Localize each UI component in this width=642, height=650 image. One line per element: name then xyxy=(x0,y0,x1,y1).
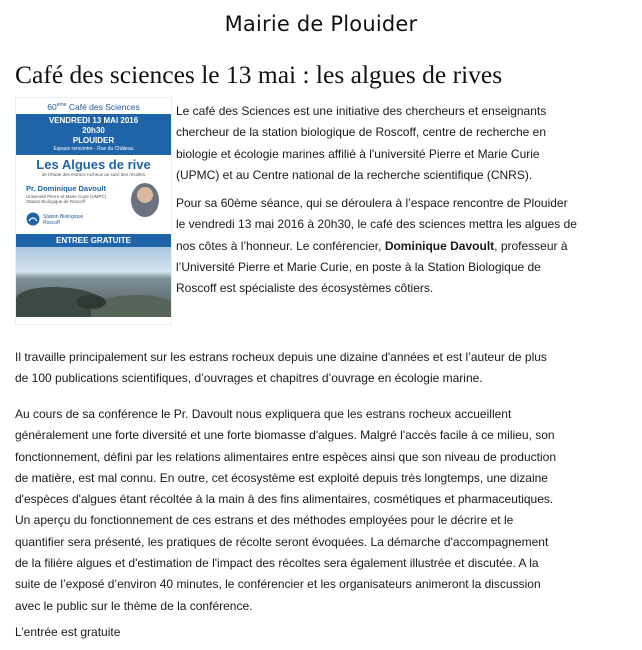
speaker-name: Dominique Davoult xyxy=(384,238,495,253)
conference-paragraph: Au cours de sa conférence le Pr. Davoult nous expliquera que les estrans rocheux accueillent généralement une forte diversité et une forte biomasse d'algues. Malgré l'accès facile à ce milieu, son fonctionnement, défini par les relations alimentaires entre espèces ainsi que son niveau de production de matière, est mal connu. En outre, cet écosystème est exploité depuis très longtemps, une dizaine d'espèces d'algues étant récoltée à la main à des fins alimentaires, cosmétiques et pharmaceutiques. Un aperçu du fonctionnement de ces estrans et des méthodes employées pour le décrire et le quantifier sera présenté, les pratiques de récolte seront évoquées. La démarche d'accompagnement de la filière algues et d'estimation de l'impact des récoltes sera également illustrée et discutée. A la suite de l’exposé d’environ 40 minutes, le conférencier et les organisateurs animeront la discussion avec le public sur le thème de la conférence. xyxy=(15,407,556,613)
poster-shore-photo xyxy=(16,247,171,317)
poster-series: 60ème Café des Sciences xyxy=(47,101,140,112)
research-paragraph: Il travaille principalement sur les estrans rocheux depuis une dizaine d'années et est l’auteur de plus de 100 publications scientifiques, d’ouvrages et chapitres d’ouvrage en écologie marine. xyxy=(15,350,547,386)
intro-paragraph: Le café des Sciences est une initiative des chercheurs et enseignants chercheur de la station biologique de Roscoff, centre de recherche en biologie et écologie marines affilié à l'université Pierre et Marie Curie (UPMC) et au Centre national de la recherche scientifique (CNRS). xyxy=(176,104,547,182)
session-paragraph: Pour sa 60ème séance, qui se déroulera à l’espace rencontre de Plouider le vendredi 13 mai 2016 à 20h30, le café des sciences mettra les algues de nos côtes à l’honneur. Le conférencier, Dominique Davoult, professeur à l’Université Pierre et Marie Curie, en poste à la Station Biologique de Roscoff est spécialiste des écosystèmes côtiers. xyxy=(176,196,577,296)
poster-speaker-block xyxy=(16,182,171,234)
poster-time: 20h30 xyxy=(82,125,105,135)
poster-subtitle: de l'étude des estrans rocheux au suivi des récoltes xyxy=(41,171,146,177)
site-name[interactable]: Mairie de Plouider xyxy=(224,12,418,36)
speaker-photo xyxy=(131,183,159,217)
poster-free-entry: ENTREE GRATUITE xyxy=(16,234,171,247)
poster-venue: Espace rencontre - Rue du Château xyxy=(53,145,134,152)
poster-date-band xyxy=(16,114,171,155)
poster-affiliation: Université Pierre et Marie Curie (UMPC) Station Biologique de Roscoff xyxy=(26,193,107,204)
poster-speaker: Pr. Dominique Davoult xyxy=(26,183,107,193)
event-poster xyxy=(15,97,172,325)
article-title: Café des sciences le 13 mai : les algues de rives xyxy=(15,60,503,89)
poster-place: PLOUIDER xyxy=(72,135,115,145)
poster-logo-text: Station Biologique Roscoff xyxy=(43,213,84,226)
station-biologique-logo-icon xyxy=(26,212,40,226)
free-entry-note: L’entrée est gratuite xyxy=(15,625,121,639)
poster-title: Les Algues de rive xyxy=(36,156,151,172)
poster-date: VENDREDI 13 MAI 2016 xyxy=(48,115,139,125)
